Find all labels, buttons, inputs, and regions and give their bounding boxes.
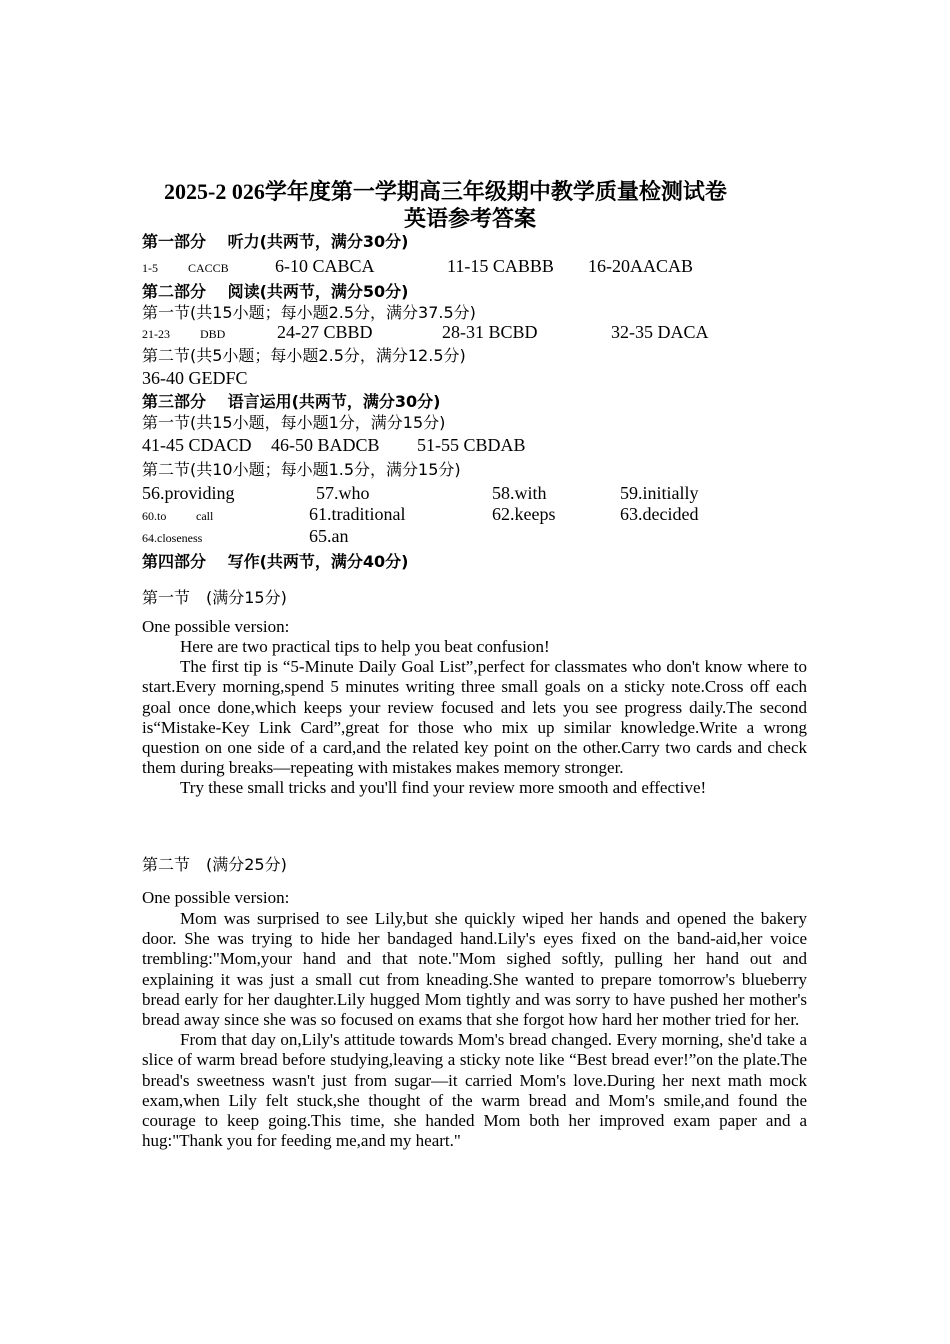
part3-answer-2: 46-50 BADCB bbox=[271, 435, 380, 455]
answer-61: 61.traditional bbox=[309, 504, 406, 524]
part2-answer-2: 24-27 CBBD bbox=[277, 322, 373, 342]
part3-section2-heading: 第二节(共10小题；每小题1.5分，满分15分) bbox=[142, 460, 461, 479]
part1-heading: 第一部分 听力(共两节，满分30分) bbox=[142, 232, 409, 251]
answer-57: 57.who bbox=[316, 483, 370, 503]
part3-heading: 第三部分 语言运用(共两节，满分30分) bbox=[142, 392, 441, 411]
answer-58: 58.with bbox=[492, 483, 547, 503]
part1-answer-2: 6-10 CABCA bbox=[275, 256, 375, 276]
part2-answer-3: 28-31 BCBD bbox=[442, 322, 538, 342]
part1-answer-1: CACCB bbox=[188, 261, 229, 275]
answer-59: 59.initially bbox=[620, 483, 699, 503]
essay-1 bbox=[142, 637, 807, 799]
title-line-2: 英语参考答案 bbox=[404, 206, 537, 231]
answer-64: 64.closeness bbox=[142, 531, 203, 545]
answer-60: 60.to bbox=[142, 509, 167, 523]
essay-2-paragraph-2: From that day on,Lily's attitude towards Mom's bread changed. Every morning, she'd take a slice of warm bread before studying,leaving a sticky note like “Best bread ever!”on the plate.The bread's sweetness wasn't just from sugar—it carried Mom's love.During her next math mock exam,when Lily felt stuck,she thought of the warm bread and Mom's smile,and found the courage to keep going.This time, she handed Mom both her improved exam paper and a hug:"Thank you for feeding me,and my heart." bbox=[142, 1030, 807, 1151]
essay-1-paragraph-2: The first tip is “5-Minute Daily Goal List”,perfect for classmates who don't know where to start.Every morning,spend 5 minutes writing three small goals on a sticky note.Cross off each goal once done,which keeps your review focused and lets you see progress daily.The second is“Mistake-Key Link Card”,great for those who mix up similar knowledge.Write a wrong question on one side of a card,and the related key point on the other.Carry two cards and check them during breaks—repeating with mistakes makes memory stronger. bbox=[142, 657, 807, 778]
part2-answer-4: 32-35 DACA bbox=[611, 322, 709, 342]
part2-section2-heading: 第二节(共5小题；每小题2.5分，满分12.5分) bbox=[142, 346, 466, 365]
part3-section1-heading: 第一节(共15小题，每小题1分，满分15分) bbox=[142, 413, 446, 432]
part1-range-1: 1-5 bbox=[142, 261, 158, 275]
part4-section2-heading: 第二节 (满分25分) bbox=[142, 855, 287, 874]
part2-answer-1: DBD bbox=[200, 327, 226, 341]
part2-heading: 第二部分 阅读(共两节，满分50分) bbox=[142, 282, 409, 301]
answer-62: 62.keeps bbox=[492, 504, 556, 524]
title-line-1: 2025-2 026学年度第一学期高三年级期中教学质量检测试卷 bbox=[164, 179, 727, 204]
essay-1-paragraph-3: Try these small tricks and you'll find your review more smooth and effective! bbox=[180, 778, 707, 798]
answer-56: 56.providing bbox=[142, 483, 235, 503]
part4-heading: 第四部分 写作(共两节，满分40分) bbox=[142, 552, 409, 571]
essay-2 bbox=[142, 909, 807, 1151]
part2-range-1: 21-23 bbox=[142, 327, 170, 341]
part4-section1-heading: 第一节 (满分15分) bbox=[142, 588, 287, 607]
part2-answers-2: 36-40 GEDFC bbox=[142, 368, 248, 388]
version-label-2: One possible version: bbox=[142, 888, 290, 907]
part1-answer-3: 11-15 CABBB bbox=[447, 256, 554, 276]
answer-60-word: call bbox=[196, 509, 214, 523]
part1-answer-4: 16-20AACAB bbox=[588, 256, 694, 276]
part3-answer-1: 41-45 CDACD bbox=[142, 435, 252, 455]
part3-answer-3: 51-55 CBDAB bbox=[417, 435, 526, 455]
essay-1-paragraph-1: Here are two practical tips to help you beat confusion! bbox=[180, 637, 550, 656]
version-label-1: One possible version: bbox=[142, 617, 290, 636]
essay-2-paragraph-1: Mom was surprised to see Lily,but she quickly wiped her hands and opened the bakery door. She was trying to hide her bandaged hand.Lily's eyes fixed on the band-aid,her voice trembling:"Mom,your hand and that note."Mom sighed softly, pulling her hand out and explaining it was just a small cut from kneading.She wanted to prepare tomorrow's blueberry bread early for her daughter.Lily hugged Mom tightly and was sorry to have pushed her mother's bread away since she was so focused on exams that she forgot how hard her mother tried for her. bbox=[142, 909, 807, 1030]
answer-65: 65.an bbox=[309, 526, 349, 546]
part2-section1-heading: 第一节(共15小题；每小题2.5分，满分37.5分) bbox=[142, 303, 476, 322]
answer-63: 63.decided bbox=[620, 504, 699, 524]
